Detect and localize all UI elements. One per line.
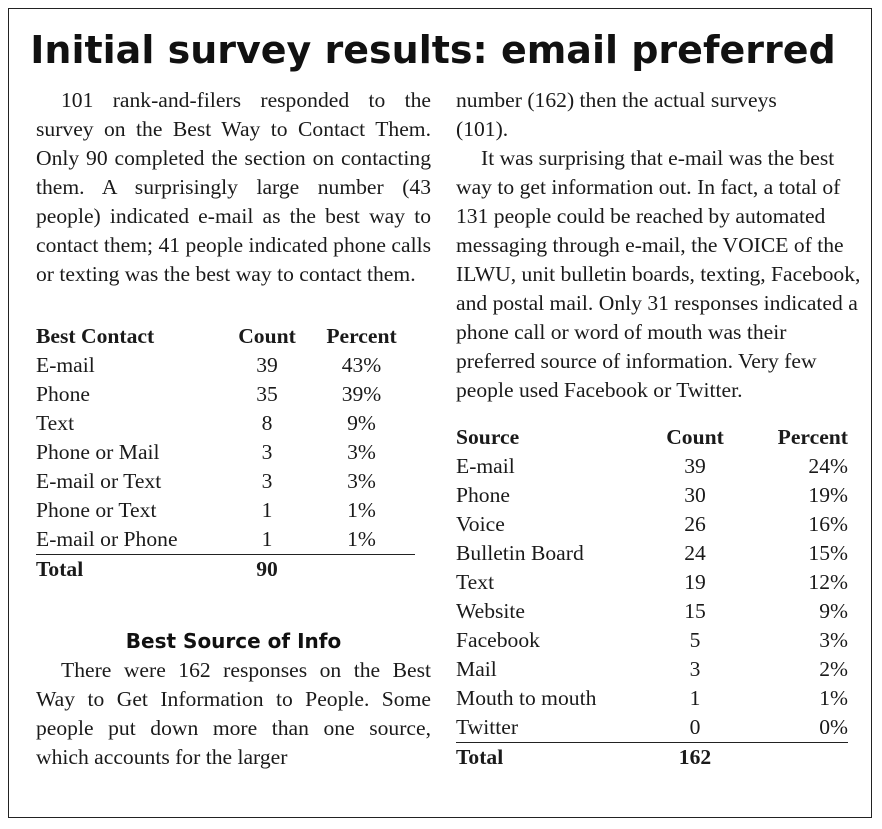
source-row-percent: 3% <box>819 628 848 652</box>
total-spacer <box>739 743 848 773</box>
source-header-label: Source <box>456 425 520 449</box>
total-count: 162 <box>678 745 712 769</box>
contact-row-label: Phone or Mail <box>36 440 160 464</box>
contact-row-percent: 1% <box>347 498 376 522</box>
contact-row-label: Phone or Text <box>36 498 157 522</box>
contact-row <box>36 525 415 555</box>
source-row-label: E-mail <box>456 454 515 478</box>
contact-row-count: 35 <box>256 382 278 406</box>
source-table <box>456 423 848 772</box>
contact-row <box>36 409 415 438</box>
source-row-label: Voice <box>456 512 505 536</box>
source-row-count: 5 <box>689 628 701 652</box>
source-row <box>456 684 848 713</box>
source-row <box>456 568 848 597</box>
contact-row-percent: 9% <box>347 411 376 435</box>
source-row-percent: 1% <box>819 686 848 710</box>
source-row-label: Text <box>456 570 495 594</box>
total-label: Total <box>36 557 84 581</box>
contact-row-percent: 3% <box>347 440 376 464</box>
source-row <box>456 481 848 510</box>
source-row-count: 24 <box>684 541 706 565</box>
total-spacer <box>308 555 415 585</box>
source-row-count: 26 <box>684 512 706 536</box>
contact-row-percent: 3% <box>347 469 376 493</box>
source-row-count: 39 <box>684 454 706 478</box>
source-row-count: 19 <box>684 570 706 594</box>
source-row <box>456 626 848 655</box>
contact-row <box>36 467 415 496</box>
source-row-percent: 2% <box>819 657 848 681</box>
source-row <box>456 713 848 743</box>
contact-table-header <box>36 322 415 351</box>
contact-row-percent: 1% <box>308 525 415 555</box>
contact-row-label: E-mail or Phone <box>36 525 226 555</box>
contact-row-count: 3 <box>261 440 273 464</box>
contact-row-label: E-mail or Text <box>36 469 162 493</box>
source-row-total <box>456 743 848 773</box>
source-row-count: 1 <box>689 686 701 710</box>
contact-header-label: Best Contact <box>36 324 155 348</box>
contact-row <box>36 380 415 409</box>
source-row-label: Facebook <box>456 628 540 652</box>
contact-table <box>36 322 415 584</box>
source-row-count: 0 <box>651 713 739 743</box>
intro-paragraph: 101 rank-and-filers responded to the survey on the Best Way to Contact Them. Only 90 completed the section on contacting them. A surprisingly large number (43 people) indicated e-mail as the best way to contact them; 41 people indicated phone calls or texting was the best way to contact them. <box>36 88 431 286</box>
source-row-percent: 12% <box>808 570 848 594</box>
contact-header-count: Count <box>238 324 296 348</box>
source-table-header <box>456 423 848 452</box>
article-title: Initial survey results: email preferred <box>30 28 836 72</box>
source-row-label: Bulletin Board <box>456 541 584 565</box>
contact-row <box>36 438 415 467</box>
right-column <box>456 86 866 772</box>
contact-row-label: Phone <box>36 382 90 406</box>
source-row-percent: 16% <box>808 512 848 536</box>
source-row-count: 3 <box>689 657 701 681</box>
contact-row-count: 8 <box>261 411 273 435</box>
contact-row-percent: 43% <box>341 353 382 377</box>
surprise-paragraph: It was surprising that e-mail was the best way to get information out. In fact, a total of 131 people could be reached by automated messaging through e-mail, the VOICE of the ILWU, unit bulletin boards, texting, Facebook, and postal mail. Only 31 responses indicated a phone call or word of mouth was their preferred source of information. Very few people used Facebook or Twitter. <box>456 146 861 402</box>
contact-header-percent: Percent <box>326 324 397 348</box>
source-row-percent: 24% <box>808 454 848 478</box>
source-intro-paragraph: There were 162 responses on the Best Way to Get Information to People. Some people put down more than one source, which accounts for the larger <box>36 658 431 769</box>
source-row <box>456 510 848 539</box>
source-row-label: Mouth to mouth <box>456 686 597 710</box>
total-label: Total <box>456 745 504 769</box>
source-row <box>456 452 848 481</box>
source-row-percent: 19% <box>808 483 848 507</box>
source-row-label: Website <box>456 599 526 623</box>
source-row <box>456 539 848 568</box>
contact-row <box>36 351 415 380</box>
source-header-count: Count <box>666 425 724 449</box>
contact-row <box>36 496 415 525</box>
contact-row-label: E-mail <box>36 353 95 377</box>
contact-row-total <box>36 555 415 585</box>
source-row-percent: 9% <box>819 599 848 623</box>
contact-row-label: Text <box>36 411 75 435</box>
contact-row-count: 1 <box>261 498 273 522</box>
source-row-label: Twitter <box>456 713 651 743</box>
source-row <box>456 597 848 626</box>
source-header-percent: Percent <box>777 425 848 449</box>
source-row <box>456 655 848 684</box>
source-row-percent: 0% <box>739 713 848 743</box>
left-column <box>36 86 431 772</box>
contact-row-count: 3 <box>261 469 273 493</box>
source-heading: Best Source of Info <box>125 629 342 653</box>
contact-row-count: 1 <box>226 525 308 555</box>
source-row-count: 30 <box>684 483 706 507</box>
source-row-label: Phone <box>456 483 510 507</box>
source-row-label: Mail <box>456 657 497 681</box>
contact-row-count: 39 <box>256 353 278 377</box>
source-row-percent: 15% <box>808 541 848 565</box>
source-intro-continued: number (162) then the actual surveys (101). <box>456 88 777 141</box>
total-count: 90 <box>256 557 278 581</box>
source-row-count: 15 <box>684 599 706 623</box>
contact-row-percent: 39% <box>341 382 382 406</box>
